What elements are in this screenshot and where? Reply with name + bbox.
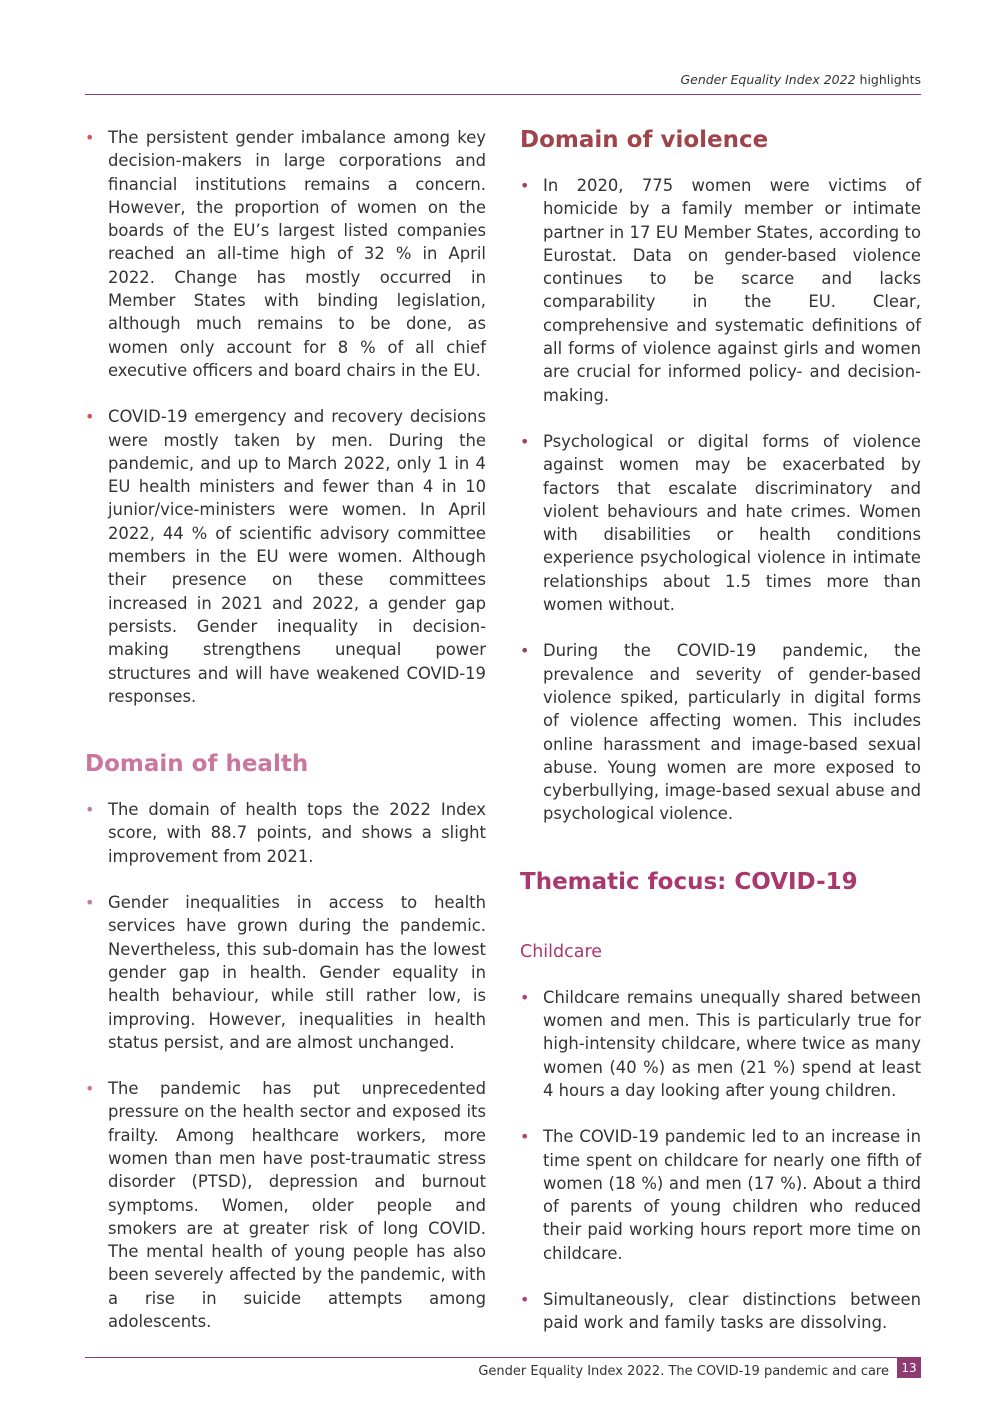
health-bullet: [85, 798, 486, 868]
health-bullet: [85, 891, 486, 1054]
bullet-text: During the COVID-19 pandemic, the prevalence and severity of gender-based violence spiked, particularly in digital forms of violence affecting women. This includes online harassment and image-based sexual abuse. Young women are more exposed to cyberbullying, image-based sexual abuse and psychological violence.: [543, 641, 921, 824]
bullet-text: In 2020, 775 women were victims of homicide by a family member or intimate partner in 17 EU Member States, according to Eurostat. Data on gender-based violence continues to be scarce and lacks comparability in the EU. Clear, comprehensive and systematic definitions of all forms of violence against girls and women are crucial for informed policy- and decision-making.: [543, 176, 921, 405]
header-title-italic: Gender Equality Index 2022: [680, 72, 856, 87]
left-column: [85, 126, 486, 1356]
bullet-icon: •: [520, 641, 530, 661]
bullet-text: The domain of health tops the 2022 Index score, with 88.7 points, and shows a slight improvement from 2021.: [108, 800, 486, 866]
bullet-icon: •: [520, 1127, 530, 1147]
violence-heading: Domain of violence: [520, 127, 769, 153]
health-bullet: [85, 1077, 486, 1333]
bullet-text: The pandemic has put unprecedented pressure on the health sector and exposed its frailty. Among healthcare workers, more women than men have post-traumatic stress disorder (PTSD), depression and burnout symptoms. Women, older people and smokers are at greater risk of long COVID. The mental health of young people has also been severely affected by the pandemic, with a rise in suicide attempts among adolescents.: [108, 1079, 486, 1332]
bullet-text: The persistent gender imbalance among key decision-makers in large corporations and financial institutions remains a concern. However, the proportion of women on the boards of the EU’s largest listed companies reached an all-time high of 32 % in April 2022. Change has mostly occurred in Member States with binding legislation, although much remains to be done, as women only account for 8 % of all chief executive officers and board chairs in the EU.: [108, 128, 486, 380]
violence-bullet: [520, 430, 921, 616]
bullet-icon: •: [85, 1079, 95, 1099]
bullet-icon: •: [85, 893, 95, 913]
theme-heading: Thematic focus: COVID-19: [520, 868, 858, 895]
bullet-text: Childcare remains unequally shared between women and men. This is particularly true for high-intensity childcare, where twice as many women (40 %) as men (21 %) spend at least 4 hours a day looking after young children.: [543, 987, 921, 1100]
header-title-rest: highlights: [855, 72, 921, 87]
running-header: [85, 70, 921, 95]
bullet-icon: •: [85, 128, 95, 147]
bullet-text: Gender inequalities in access to health services have grown during the pandemic. Nevertheless, this sub-domain has the lowest gender gap in health. Gender equality in health behaviour, while still rather low, is improving. However, inequalities in health status persist, and are almost unchanged.: [108, 893, 486, 1052]
bullet-icon: •: [520, 431, 530, 451]
childcare-heading: Childcare: [520, 941, 603, 962]
power-bullet: [85, 126, 486, 382]
bullet-icon: •: [520, 1289, 530, 1309]
health-heading: Domain of health: [85, 751, 309, 778]
bullet-icon: •: [85, 800, 95, 820]
page-footer: [85, 1357, 921, 1388]
footer-text: Gender Equality Index 2022. The COVID-19 pandemic and care: [478, 1364, 889, 1379]
violence-bullet: [520, 174, 921, 407]
childcare-bullet: [520, 1288, 921, 1335]
page-number: 13: [897, 1358, 921, 1378]
childcare-bullet: [520, 1125, 921, 1265]
violence-bullet: [520, 639, 921, 825]
bullet-icon: •: [520, 987, 530, 1007]
bullet-text: Simultaneously, clear distinctions between paid work and family tasks are dissolving.: [543, 1289, 921, 1333]
bullet-text: The COVID-19 pandemic led to an increase in time spent on childcare for nearly one fifth of women (18 %) and men (17 %). About a third of parents of young children who reduced their paid working hours report more time on childcare.: [543, 1127, 921, 1263]
bullet-text: COVID-19 emergency and recovery decisions were mostly taken by men. During the pandemic, and up to March 2022, only 1 in 4 EU health ministers and fewer than 4 in 10 junior/vice-ministers were women. In April 2022, 44 % of scientific advisory committee members in the EU were women. Although their presence on these committees increased in 2021 and 2022, a gender gap persists. Gender inequality in decision-making strengthens unequal power structures and will have weakened COVID-19 responses.: [108, 407, 486, 706]
bullet-icon: •: [85, 407, 95, 427]
bullet-icon: •: [520, 176, 530, 195]
bullet-text: Psychological or digital forms of violence against women may be exacerbated by factors that escalate discriminatory and violent behaviours and hate crimes. Women with disabilities or health conditions experience psychological violence in intimate relationships about 1.5 times more than women without.: [543, 431, 921, 615]
power-bullet: [85, 405, 486, 708]
right-column: [520, 126, 921, 1358]
childcare-bullet: [520, 986, 921, 1102]
